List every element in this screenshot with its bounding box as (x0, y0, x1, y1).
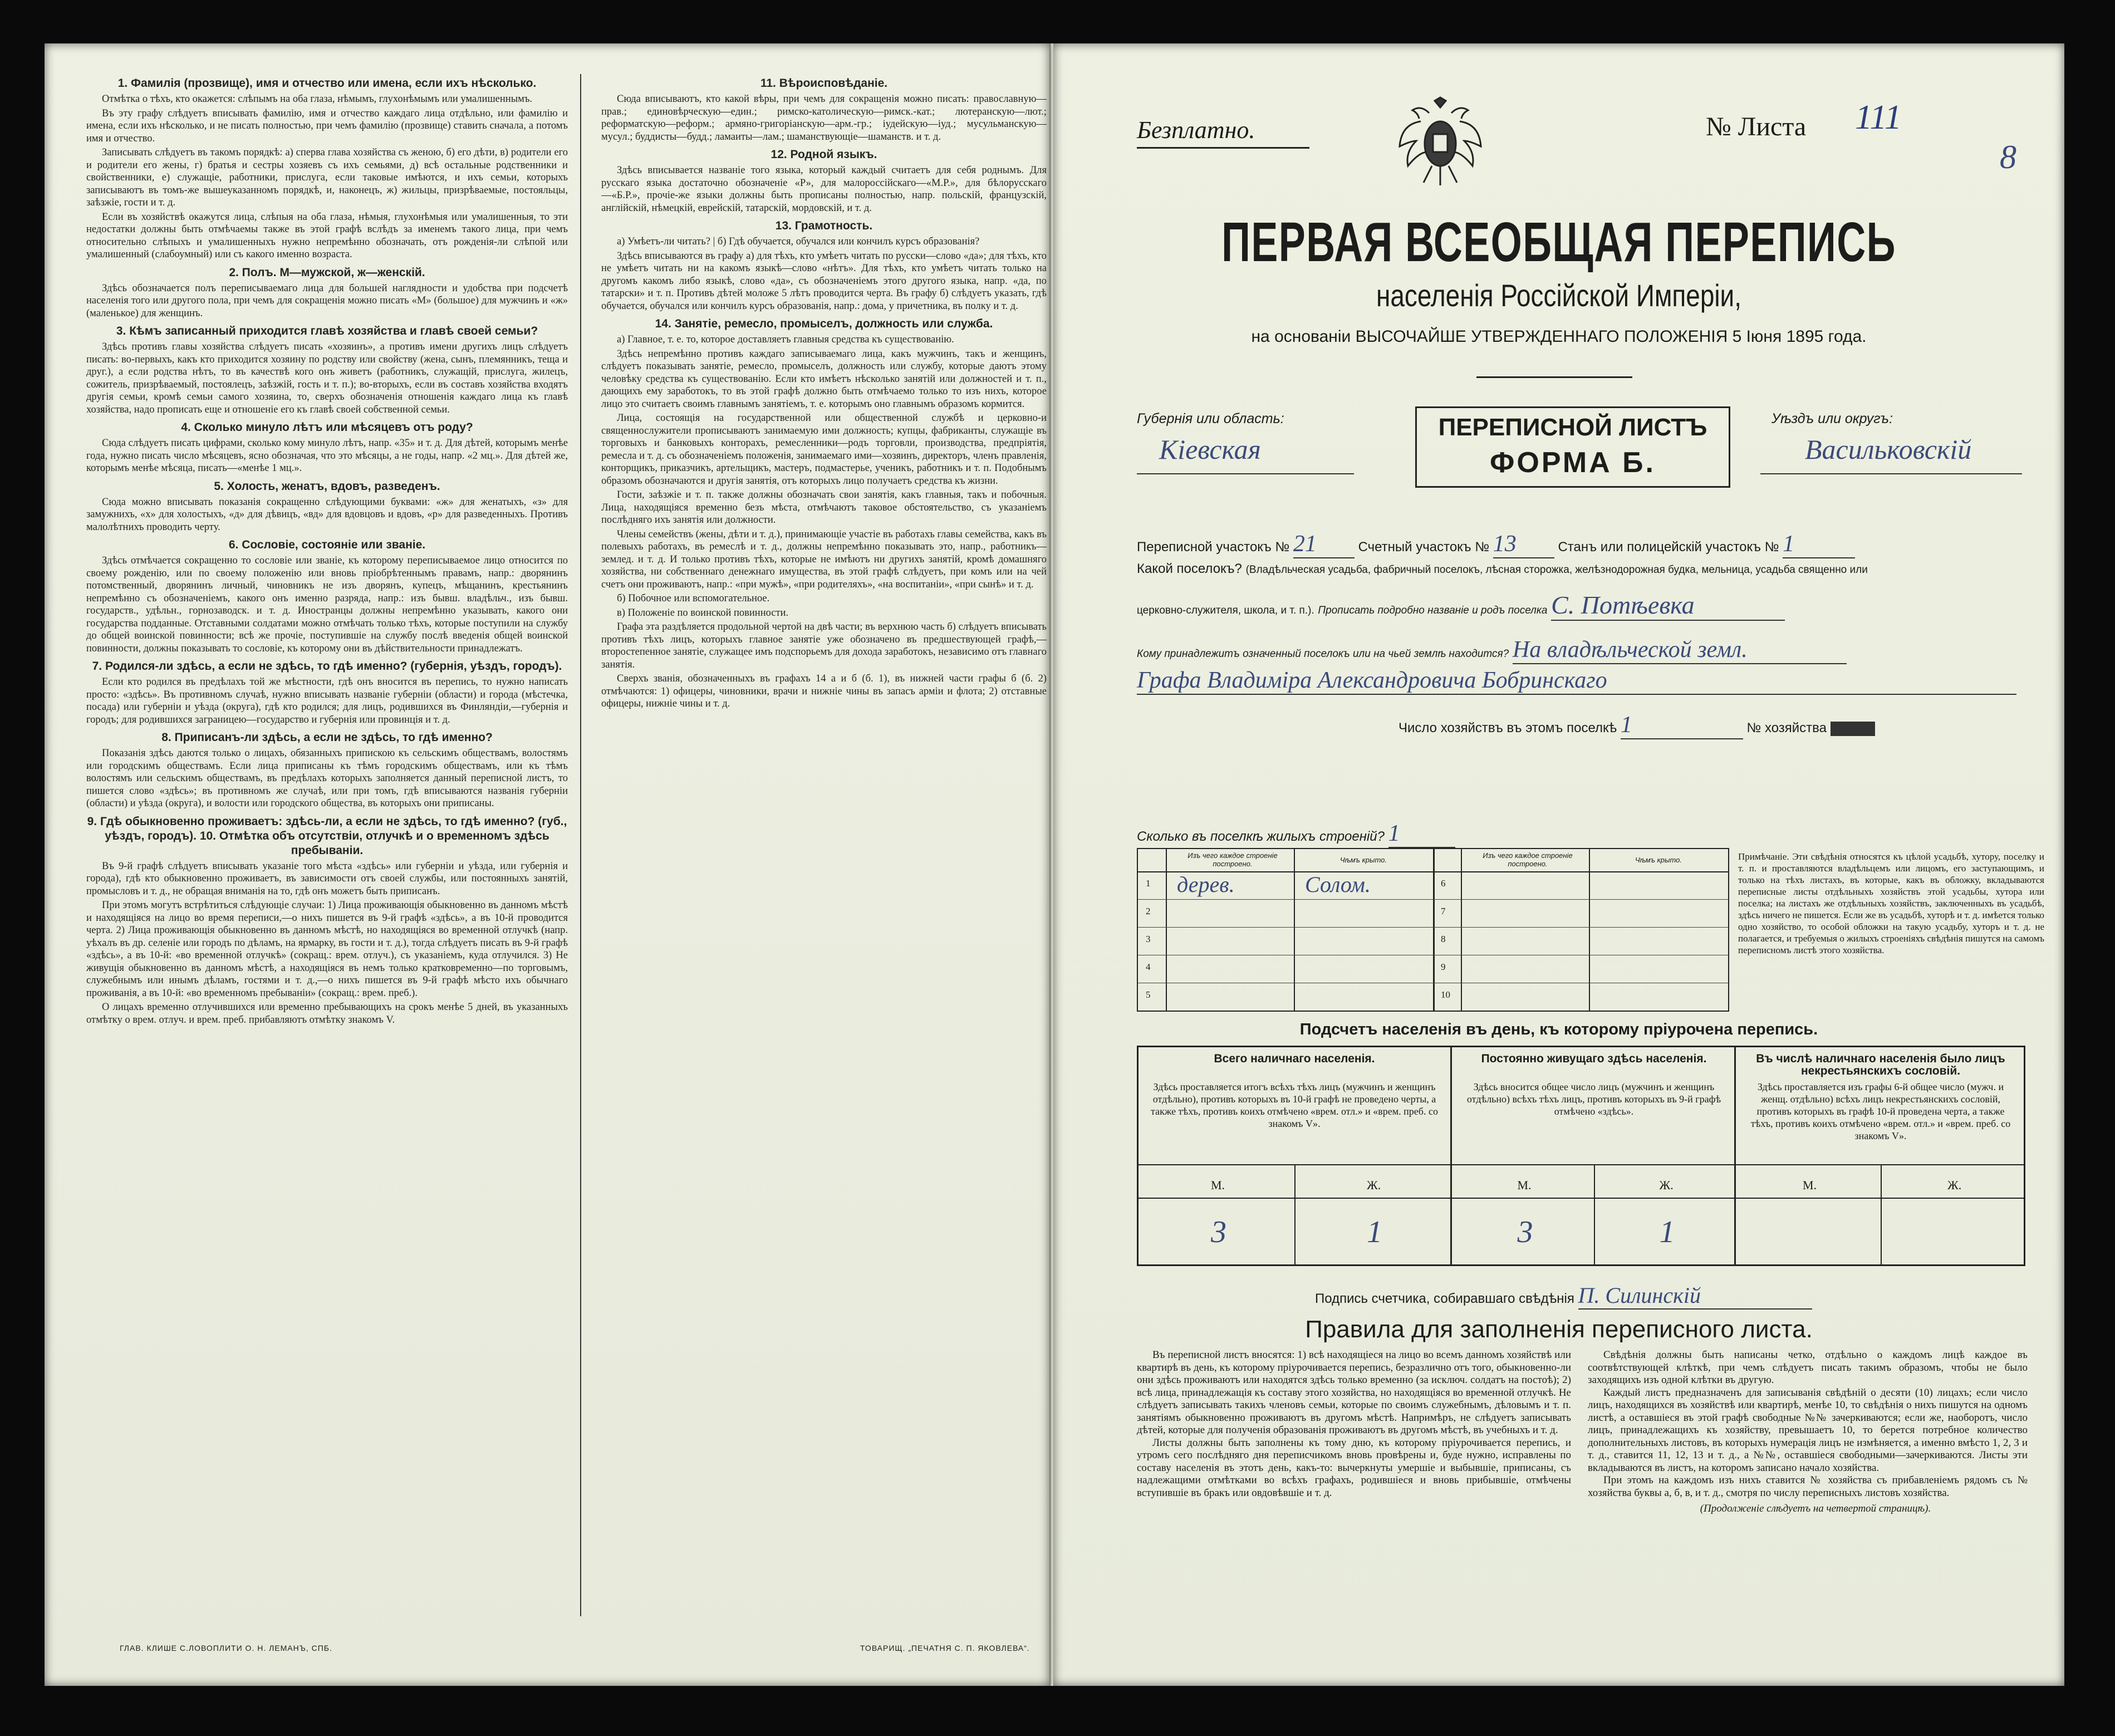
buildings-table (1137, 848, 1729, 1012)
instruction-paragraph: Сюда можно вписывать показанія сокращенно слѣдующими буквами: «ж» для женатыхъ, «з» для замужнихъ, «х» для холостыхъ, «д» для дѣвицъ, «вд» для вдовцовъ и вдовъ, «р» для разведенныхъ. Противъ малолѣтнихъ проводить черту. (86, 496, 568, 533)
instruction-paragraph: О лицахъ временно отлучившихся или временно пребывающихъ на срокъ менѣе 5 дней, въ указанныхъ отмѣтку о врем. отлуч. и врем. преб. прибавляютъ отмѣтку знакомъ V. (86, 1002, 568, 1026)
instruction-section (86, 479, 568, 534)
buildings-line (1137, 820, 1455, 848)
population-column-description: Здѣсь вносится общее число лицъ (мужчинъ и женщинъ отдѣльно) всѣхъ тѣхъ лицъ, противъ которыхъ въ 9-й графѣ отмѣчено «здѣсь». (1466, 1081, 1721, 1117)
enumerator-signature-value[interactable]: П. Силинскій (1578, 1282, 1812, 1310)
settlement-hint-2: церковно-служителя, школа, и т. п.). (1137, 605, 1314, 616)
population-column (1139, 1047, 1450, 1264)
building-1-material[interactable]: дерев. (1177, 872, 1235, 897)
instruction-heading: 13. Грамотность. (775, 219, 873, 232)
count-precinct-label: Счетный участокъ № (1358, 540, 1490, 555)
instructions-column-1 (86, 74, 568, 1614)
instruction-paragraph: Показанія здѣсь даются только о лицахъ, обязанныхъ припискою къ сельскимъ обществамъ, волостямъ или городскимъ обществамъ. Если лица приписаны къ тѣмъ городскимъ обществамъ, или къ тѣмъ волостямъ или сельскимъ обществамъ, въ предѣлахъ которыхъ заполняется данный переписной листъ, то пишется слово «здѣсь»; въ противномъ же случаѣ, или при томъ, гдѣ вписываются названія губерніи (области) и уѣзда (округа), и волости или городского общества, въ которыхъ они приписаны. (86, 748, 568, 809)
female-count[interactable]: 1 (1367, 1215, 1382, 1249)
female-count[interactable]: 1 (1659, 1215, 1675, 1249)
building-row-number: 10 (1441, 989, 1450, 1000)
settlement-value[interactable]: С. Потѣевка (1551, 590, 1785, 621)
owner-label: Кому принадлежитъ означенный поселокъ или на чьей землѣ находится? (1137, 648, 1509, 660)
male-label: М. (1803, 1178, 1817, 1192)
instruction-paragraph: Записывать слѣдуетъ въ такомъ порядкѣ: а) сперва глава хозяйства съ женою, б) его дѣти, в) родители его и родители его жены, г) братья и сестры хозяевъ съ ихъ семьями, д) всѣ остальные родственники и свойственники, е) служащіе, работники, прислуга, если таковые имѣются, и ихъ семьи, которыхъ записываютъ въ томъ-же вышеуказанномъ порядкѣ, и, наконецъ, ж) жильцы, призрѣваемые, постояльцы, заѣзжіе, гости и т. д. (86, 147, 568, 208)
rules-paragraph: Листы должны быть заполнены къ тому дню, къ которому пріурочивается перепись, и утромъ сего послѣдняго дня переписчикомъ вновь провѣрены и, буде нужно, исправлены по составу населенія въ этотъ день, какъ-то: вычеркнуты умершіе и выбывшіе, приписаны, съ надлежащими отмѣтками во всѣхъ графахъ, родившіеся и вновь прибывшіе, отмѣчены вступившіе въ бракъ или овдовѣвшіе и т. д. (1137, 1436, 1571, 1499)
roof-header-right: Чѣмъ крыто. (1635, 856, 1682, 864)
buildings-label: Сколько въ поселкѣ жилыхъ строеній? (1137, 829, 1385, 844)
population-count-title: Подсчетъ населенія въ день, къ которому пріурочена перепись. (1299, 1021, 1818, 1038)
instruction-heading: 3. Кѣмъ записанный приходится главѣ хозяйства и главѣ своей семьи? (116, 325, 538, 337)
settlement-line (1137, 561, 1868, 577)
male-label: М. (1517, 1178, 1532, 1192)
buildings-note: Примѣчаніе. Эти свѣдѣнія относятся къ цѣлой усадьбѣ, хутору, поселку и т. п. и проставляются владѣльцемъ или лицомъ, его заступающимъ, и только на тѣхъ листахъ, въ которые, какъ въ обложку, вкладываются переписные листы отдѣльныхъ хозяйствъ этой усадьбы, хутора или поселка; на листахъ же отдѣльныхъ хозяйствъ, заключенныхъ въ усадьбѣ, здѣсь ничего не пишется. Если же въ усадьбѣ, хуторѣ и т. д. имѣется только одно хозяйство, то особой обложки на такую усадьбу, хуторъ и т. д. не полагается, и требуемыя о жилыхъ строеніяхъ свѣдѣнія пишутся на самомъ переписномъ листѣ этого хозяйства. (1738, 851, 2044, 955)
instruction-paragraph: Сюда слѣдуетъ писать цифрами, сколько кому минуло лѣтъ, напр. «35» и т. д. Для дѣтей, которымъ менѣе года, нужно писать число мѣсяцевъ, ясно обозначая, что это мѣсяцы, а не годы, напр. «2 мц.». Для дѣтей же, которымъ менѣе мѣсяца, писать—«менѣе 1 мц.». (86, 438, 568, 474)
male-label: М. (1211, 1178, 1225, 1192)
instruction-paragraph: Здѣсь вписывается названіе того языка, который каждый считаетъ для себя роднымъ. Для русскаго языка достаточно обозначеніе «Р», для малороссійскаго—«М.Р.», для бѣлорусскаго—«Б.Р.», прочіе-же языки должны быть прописаны полностью, напр. польскій, французскій, англійскій, нѣмецкій, еврейскій, татарскій, мордовскій, и т. д. (601, 165, 1047, 214)
province-value[interactable]: Кіевская (1159, 434, 1261, 465)
form-type-title: ПЕРЕПИСНОЙ ЛИСТЪ (1438, 414, 1707, 441)
instruction-paragraph: Въ 9-й графѣ слѣдуетъ вписывать указаніе того мѣста «здѣсь» или губерніи и уѣзда, или губернія и города), гдѣ кто обыкновенно проживаетъ, въ зависимости отъ своей службы, или постоянныхъ занятій, промысловъ и т. д., не обращая вниманія на то, гдѣ онъ можетъ быть приписанъ. (86, 860, 568, 897)
building-row-number: 2 (1146, 906, 1151, 916)
instruction-section (86, 420, 568, 475)
rules-paragraph: Свѣдѣнія должны быть написаны четко, отдѣльно о каждомъ лицѣ каждое въ соотвѣтствующей клѣткѣ, при чемъ слѣдуетъ писать такимъ образомъ, чтобы не было заходящихъ изъ одной клѣтки въ другую. (1588, 1349, 2028, 1386)
instruction-section (86, 324, 568, 416)
settlement-instruction: Прописать подробно названіе и родъ поселка (1318, 605, 1548, 616)
instruction-heading: 6. Сословіе, состояніе или званіе. (228, 538, 426, 551)
instruction-heading: 9. Гдѣ обыкновенно проживаетъ: здѣсь-ли, а если не здѣсь, то гдѣ именно? (губ., уѣздъ, городъ). 10. Отмѣтка объ отсутствіи, отлучкѣ и о временномъ здѣсь пребываніи. (87, 815, 567, 857)
population-column-header: Всего наличнаго населенія. (1214, 1052, 1375, 1065)
instructions-column-2 (601, 74, 1047, 1614)
instruction-heading: 5. Холость, женатъ, вдовъ, разведенъ. (214, 479, 440, 493)
instruction-paragraph: Гости, заѣзжіе и т. п. также должны обозначать свои занятія, какъ главныя, такъ и побочныя. Лица, находящіяся временно безъ мѣста, отмѣчаютъ таковое обстоятельство, съ указаніемъ послѣдняго ихъ занятія или должности. (601, 489, 1047, 526)
instruction-paragraph: Здѣсь непремѣнно противъ каждаго записываемаго лица, какъ мужчинъ, такъ и женщинъ, слѣдуетъ показывать занятіе, ремесло, промыселъ, должность или службу, которые даютъ этому человѣку средства къ существованію. Если кто имѣетъ нѣсколько занятій или должностей и т. п., дающихъ ему заработокъ, то въ этой графѣ должно быть отмѣчаемо только то изъ нихъ, которое лицо это считаетъ своимъ главнымъ занятіемъ, т. е. которымъ оно главнымъ образомъ кормится. (601, 348, 1047, 410)
instruction-paragraph: Если въ хозяйствѣ окажутся лица, слѣпыя на оба глаза, нѣмыя, глухонѣмыя или умалишенныя, то эти недостатки должны быть отмѣчаемы также въ этой графѣ вслѣдъ за именемъ такого лица, при чемъ относительно слѣпыхъ и умалишенныхъ нужно непремѣнно обозначать, отъ рожденія-ли слѣпой или умалишенный (слабоумный) или съ какого именно возраста. (86, 211, 568, 260)
population-column-description: Здѣсь проставляется итогъ всѣхъ тѣхъ лицъ (мужчинъ и женщинъ отдѣльно), противъ которыхъ въ 10-й графѣ не проведено черты, а также тѣхъ, противъ коихъ отмѣчено «врем. отл.» и «врем. преб. со знакомъ V». (1151, 1081, 1438, 1129)
population-column-header: Постоянно живущаго здѣсь населенія. (1481, 1052, 1707, 1065)
instruction-paragraph: Если кто родился въ предѣлахъ той же мѣстности, гдѣ онъ вносится въ перепись, то нужно написать просто: «здѣсь». Въ противномъ случаѣ, нужно вписывать названіе губерніи (области) и города (мѣстечка, посада) или губерніи и уѣзда (округа), гдѣ кто родился; для лицъ, родившихся въ Финляндіи,—губернія и городъ; для родившихся заграницею—государство и губернія или провинція и т. д. (86, 676, 568, 725)
instruction-paragraph: Здѣсь обозначается полъ переписываемаго лица для большей наглядности и удобства при подсчетѣ населенія того или другого пола, при чемъ для сокращенія можно писать «М» (большое) для мужчинъ и «ж» (маленькое) для женщинъ. (86, 282, 568, 319)
instruction-paragraph: Графа эта раздѣляется продольной чертой на двѣ части; въ верхнюю часть б) слѣдуетъ вписывать противъ тѣхъ лицъ, которыхъ главное занятіе уже обозначено въ предшествующей графѣ,—второстепенное занятіе, служащее имъ подспорьемъ для дохода заработокъ, независимо отъ главнаго занятія. (601, 621, 1047, 670)
building-1-roof[interactable]: Солом. (1305, 872, 1371, 897)
instruction-paragraph: Здѣсь вписываются въ графу а) для тѣхъ, кто умѣетъ читать по русски—слово «да»; для тѣхъ, кто не умѣетъ читать ни на какомъ языкѣ—слово «нѣтъ». Для тѣхъ, кто умѣетъ читать только на другомъ какомъ либо языкѣ, слово «да», съ обозначеніемъ этого другого языка, напр. «да, по татарски» и т. п. Противъ дѣтей моложе 5 лѣтъ проводится черта. Въ графу б) слѣдуетъ указать, гдѣ обучается, обучался или кончилъ курсъ образованія, напр.: дома, у причетника, въ полку и т. д. (601, 250, 1047, 312)
building-row-number: 8 (1441, 934, 1446, 944)
instruction-paragraph: б) Побочное или вспомогательное. (617, 593, 770, 604)
settlement-label: Какой поселокъ? (1137, 561, 1242, 576)
population-column (1450, 1047, 1736, 1264)
instruction-section (86, 815, 568, 1027)
double-headed-eagle-emblem (1398, 96, 1482, 191)
building-row-number: 5 (1146, 989, 1151, 1000)
census-form-page (1053, 43, 2064, 1686)
building-row-number: 4 (1146, 962, 1151, 972)
building-row-number: 3 (1146, 934, 1151, 944)
population-column-description: Здѣсь проставляется изъ графы 6-й общее число (мужч. и женщ. отдѣльно) всѣхъ лицъ некрестьянскихъ сословій, противъ которыхъ въ графѣ 10-й проведена черта, а также тѣхъ, противъ коихъ отмѣчено «врем. отл.» и «врем. преб. со знакомъ V». (1750, 1081, 2011, 1141)
census-precinct-label: Переписной участокъ № (1137, 540, 1290, 555)
form-title: ПЕРВАЯ ВСЕОБЩАЯ ПЕРЕПИСЬ (1221, 211, 1896, 273)
instruction-heading: 14. Занятіе, ремесло, промыселъ, должность или служба. (655, 317, 993, 330)
form-type-box (1415, 406, 1730, 488)
instruction-paragraph: Члены семействъ (жены, дѣти и т. д.), принимающіе участіе въ работахъ главы семейства, какъ въ полевыхъ работахъ, въ ремеслѣ и т. д., должны непремѣнно показывать это, напр., работникъ—землед. и т. д. И только противъ тѣхъ, которые не имѣютъ ни другихъ занятій, кромѣ домашняго хозяйства, ни собственнаго денежнаго имущества, въ этой графѣ слѣдуетъ, при комъ или на чей счетъ они проживаютъ, напр.: «при мужѣ», «при родителяхъ», «на воспитаніи», «при сынѣ» и т. д. (601, 528, 1047, 590)
household-number-redaction (1831, 722, 1875, 736)
built-of-header-right: Изъ чего каждое строеніе построено. (1483, 851, 1573, 868)
printer-imprint-left: ГЛАВ. КЛИШЕ С.ЛОВОПЛИТИ О. Н. ЛЕМАНЪ, СПБ. (120, 1644, 332, 1652)
precinct-line (1137, 531, 1855, 558)
female-label: Ж. (1367, 1178, 1381, 1192)
population-count-table (1137, 1046, 2025, 1266)
building-row-number: 9 (1441, 962, 1446, 972)
built-of-header-left: Изъ чего каждое строеніе построено. (1187, 851, 1278, 868)
sheet-number-value: 111 (1855, 99, 1902, 136)
instruction-section (601, 76, 1047, 143)
instruction-paragraph: а) Умѣетъ-ли читать? | б) Гдѣ обучается, обучался или кончилъ курсъ образованія? (617, 236, 980, 247)
instruction-paragraph: Отмѣтка о тѣхъ, кто окажется: слѣпымъ на оба глаза, нѣмымъ, глухонѣмымъ или умалишеннымъ. (102, 94, 533, 105)
province-line (1137, 473, 1354, 474)
enumerator-signature-label: Подпись счетчика, собиравшаго свѣдѣнія (1315, 1291, 1574, 1306)
instruction-section (86, 266, 568, 320)
instruction-heading: 2. Полъ. М—мужской, ж—женскій. (229, 266, 425, 279)
rules-column-1 (1137, 1349, 1571, 1499)
district-value[interactable]: Васильковскій (1805, 434, 1972, 465)
household-number-label: № хозяйства (1746, 720, 1827, 735)
population-column-header: Въ числѣ наличнаго населенія было лицъ некрестьянскихъ сословій. (1756, 1052, 2005, 1077)
households-line (1398, 712, 1875, 739)
police-precinct-label: Станъ или полицейскій участокъ № (1558, 540, 1779, 555)
instruction-paragraph: Лица, состоящія на государственной или общественной службѣ и церковно-и священнослужители прописываютъ занимаемую ими должность; купцы, фабриканты, служащіе въ торговыхъ и банковыхъ конторахъ, ремесленники—родъ торговли, производства, предпріятія, ремесла и т. д. съ обозначеніемъ положенія, занимаемаго ими—хозяинъ, директоръ, членъ правленія, конторщикъ, приказчикъ, артельщикъ, мастеръ, подмастерье, ученикъ, работникъ и т. п. Подобнымъ образомъ обозначаются и другія занятія, отъ которыхъ лицо получаетъ средства къ жизни. (601, 413, 1047, 487)
instruction-section (601, 148, 1047, 214)
male-count[interactable]: 3 (1517, 1215, 1533, 1249)
owner-line (1137, 636, 1847, 664)
owner-value[interactable]: На владѣльческой земл. (1513, 636, 1847, 664)
instruction-section (86, 538, 568, 655)
form-subtitle: населенія Россійской Имперіи, (1376, 278, 1741, 313)
owner-value-2[interactable]: Графа Владиміра Александровича Бобринскаго (1137, 667, 2016, 695)
free-label: Безплатно. (1137, 116, 1255, 144)
rules-title: Правила для заполненія переписного листа. (1305, 1316, 1813, 1343)
rules-paragraph: Въ переписной листъ вносятся: 1) всѣ находящіеся на лицо во всемъ данномъ хозяйствѣ или квартирѣ въ день, къ которому пріурочивается перепись, безразлично отъ того, обыкновенно-ли они здѣсь проживаютъ или находятся здѣсь только временно (за исключ. солдатъ на постоѣ); 2) всѣ лица, принадлежащія къ составу этого хозяйства, но находящіяся во временной отлучкѣ. Не слѣдуетъ записывать такихъ членовъ семьи, которые по своимъ служебнымъ, дѣловымъ и т. п. занятіямъ обыкновенно проживаютъ въ другомъ мѣстѣ. Напримѣръ, не слѣдуетъ записывать дѣтей, которые для полученія образованія проживаютъ въ другомъ мѣстѣ, въ учебныхъ и т. д. (1137, 1349, 1571, 1436)
instruction-heading: 4. Сколько минуло лѣтъ или мѣсяцевъ отъ роду? (181, 421, 473, 434)
police-precinct-value[interactable]: 1 (1783, 531, 1855, 558)
building-row-number: 7 (1441, 906, 1446, 916)
title-divider (1476, 376, 1632, 378)
instruction-heading: 8. Приписанъ-ли здѣсь, а если не здѣсь, то гдѣ именно? (161, 731, 493, 744)
settlement-hint: (Владѣльческая усадьба, фабричный поселокъ, лѣсная сторожка, желѣзнодорожная будка, мельница, усадьба священно или (1245, 564, 1868, 576)
region-row (1137, 411, 2022, 489)
population-column (1734, 1047, 2025, 1264)
instruction-paragraph: Здѣсь противъ главы хозяйства слѣдуетъ писать «хозяинъ», а противъ имени другихъ лицъ слѣдуетъ писать: во-первыхъ, какъ кто приходится хозяину по родству или свойству (жена, сынъ, племянникъ, теща и друг.), а если родства нѣтъ, то въ качествѣ кого онъ живетъ (работникъ, служащій, прислуга, жилецъ, сожитель, призрѣваемый, постоялецъ, заѣзжій, гость и т. п.); во-вторыхъ, если въ составъ хозяйства входятъ другія семьи, кромѣ семьи самого хозяина, то, сверхъ обозначенія отношенія каждаго лица къ главѣ хозяйства, надо прописать еще и отношеніе его къ главѣ своей собственной семьи. (86, 341, 568, 415)
census-precinct-value[interactable]: 21 (1293, 531, 1355, 558)
sheet-number-label: № Листа (1706, 112, 1807, 141)
instruction-heading: 1. Фамилія (прозвище), имя и отчество или имена, если ихъ нѣсколько. (117, 77, 537, 90)
margin-handwritten-mark: 8 (2000, 139, 2016, 175)
building-row-number: 1 (1146, 878, 1151, 889)
instruction-heading: 12. Родной языкъ. (771, 148, 877, 161)
rules-continuation-note: (Продолженіе слѣдуетъ на четвертой страницѣ). (1700, 1503, 1931, 1514)
instruction-section (601, 219, 1047, 312)
rules-column-2 (1588, 1349, 2028, 1516)
male-count[interactable]: 3 (1211, 1215, 1226, 1249)
owner-line-2 (1137, 667, 2016, 695)
households-count-label: Число хозяйствъ въ этомъ поселкѣ (1398, 720, 1617, 735)
households-count-value[interactable]: 1 (1621, 712, 1743, 739)
enumerator-signature-line (1315, 1282, 1812, 1310)
instruction-section (86, 659, 568, 726)
district-label: Уѣздъ или округъ: (1772, 411, 1893, 426)
count-precinct-value[interactable]: 13 (1493, 531, 1554, 558)
female-label: Ж. (1659, 1178, 1674, 1192)
rules-paragraph: Каждый листъ предназначенъ для записыванія свѣдѣній о десяти (10) лицахъ; если число лицъ, находящихся въ хозяйствѣ или квартирѣ, менѣе 10, то свѣдѣнія о нихъ пишутся на одномъ листѣ, а оставшіеся въ этой графѣ свободные №№ зачеркиваются; если же, наоборотъ, число лицъ, принадлежащихъ къ хозяйству, превышаетъ 10, то берется потребное количество дополнительныхъ листовъ, въ которыхъ нумерація лицъ не измѣняется, а именно вмѣсто 1, 2, 3 и т. д., ставится 11, 12, 13 и т. д., а №№, оставшіеся свободными—зачеркиваются. Листы эти вкладываются въ листъ, на которомъ записано начало хозяйства. (1588, 1386, 2028, 1474)
instruction-section (601, 317, 1047, 710)
instruction-heading: 11. Вѣроисповѣданіе. (760, 77, 888, 90)
instruction-heading: 7. Родился-ли здѣсь, а если не здѣсь, то гдѣ именно? (губернія, уѣздъ, городъ). (92, 660, 562, 673)
instruction-section (86, 730, 568, 810)
legal-basis: на основаніи ВЫСОЧАЙШЕ УТВЕРЖДЕННАГО ПОЛОЖЕНІЯ 5 Іюня 1895 года. (1251, 327, 1867, 346)
roof-header-left: Чѣмъ крыто. (1340, 856, 1387, 864)
column-divider (580, 74, 581, 1616)
female-label: Ж. (1947, 1178, 1962, 1192)
rules-paragraph: При этомъ на каждомъ изъ нихъ ставится № хозяйства съ прибавленіемъ рядомъ съ № хозяйства буквы а, б, в, и т. д., смотря по числу переписныхъ листовъ хозяйства. (1588, 1474, 2028, 1499)
instruction-paragraph: Здѣсь отмѣчается сокращенно то сословіе или званіе, къ которому переписываемое лицо относится по своему рожденію, или по своему положенію или вновь пріобрѣтеннымъ правамъ, напр.: дворянинъ потомственный, дворянинъ личный, чиновникъ не изъ дворянъ, купецъ, мѣщанинъ, крестьянинъ непремѣнно съ обозначеніемъ, какого онъ именно разряда, напр.: изъ бывш. владѣльч., изъ бывш. государств., удѣльн., горнозаводск. и т. д. Иностранцы должны непремѣнно указывать, какого они государства подданные. Отставными солдатами можно отмѣчать только тѣхъ, которые поступили на службу до общей воинской повинности; всѣ же прочіе, поступившіе на службу послѣ введенія общей воинской повинности, должны показывать то сословіе, къ которому они въ дѣйствительности принадлежатъ. (86, 555, 568, 654)
instruction-paragraph: Въ эту графу слѣдуетъ вписывать фамилію, имя и отчество каждаго лица отдѣльно, или фамилію и имена, если ихъ нѣсколько, и не писать полностью, при чемъ фамилію (прозвище) ставить сначала, а потомъ имя и отчество. (86, 107, 568, 144)
province-label: Губернія или область: (1137, 411, 1284, 426)
settlement-line-2 (1137, 590, 1785, 621)
form-type-code: ФОРМА Б. (1490, 447, 1656, 479)
buildings-value[interactable]: 1 (1388, 820, 1455, 848)
instruction-paragraph: в) Положеніе по воинской повинности. (617, 607, 789, 619)
instruction-paragraph: а) Главное, т. е. то, которое доставляетъ главныя средства къ существованію. (617, 334, 954, 345)
free-underline (1137, 147, 1309, 149)
instruction-paragraph: При этомъ могутъ встрѣтиться слѣдующіе случаи: 1) Лица проживающія обыкновенно въ данномъ мѣстѣ и находящіяся на лицо во время переписи,—о нихъ пишется въ 9-й графѣ «здѣсь», а въ 10-й проводится черта. 2) Лица проживающія обыкновенно въ данномъ мѣстѣ, но находящіяся во временной отлучкѣ (напр. уѣхалъ въ др. селеніе или городъ по дѣламъ, на ярмарку, въ гости и т. д.), тогда слѣдуетъ писать въ 9-й графѣ «здѣсь», а въ 10-й: «во временной отлучкѣ» (сокращ.: врем. отлуч.), съ указаніемъ, куда отлучился. 3) Не живущія обыкновенно въ данномъ мѣстѣ, а находящіяся въ немъ только кратковременно—по торговымъ, служебнымъ или инымъ дѣламъ, гостями и т. д.,—о нихъ пишется въ 9-й графѣ мѣсто ихъ обычнаго проживанія, а въ 10-й: «во временномъ пребываніи» (сокращ.: врем. преб.). (86, 900, 568, 999)
building-row-number: 6 (1441, 878, 1446, 889)
instruction-section (86, 76, 568, 261)
district-line (1760, 473, 2022, 474)
instruction-paragraph: Сверхъ званія, обозначенныхъ въ графахъ 14 а и б (б. 1), въ нижней части графы б (б. 2) отмѣчаются: 1) офицеры, чиновники, врачи и нижніе чины въ запасъ арміи и флота; 2) отставные офицеры, нижніе чины и т. д. (601, 673, 1047, 709)
census-instructions-page (45, 43, 1049, 1686)
printer-imprint-right: ТОВАРИЩ. „ПЕЧАТНЯ С. П. ЯКОВЛЕВА“. (860, 1644, 1030, 1652)
instruction-paragraph: Сюда вписываютъ, кто какой вѣры, при чемъ для сокращенія можно писать: православную—прав.; единовѣрческую—един.; римско-католическую—римск.-кат.; лютеранскую—лют.; реформатскую—реформ.; армяно-григоріанскую—арм.-гр.; іудейскую—іуд.; мусульманскую—мусул.; буддисты—будд.; ламаиты—лам.; шаманствующіе—шаманств. и т. д. (601, 94, 1047, 143)
